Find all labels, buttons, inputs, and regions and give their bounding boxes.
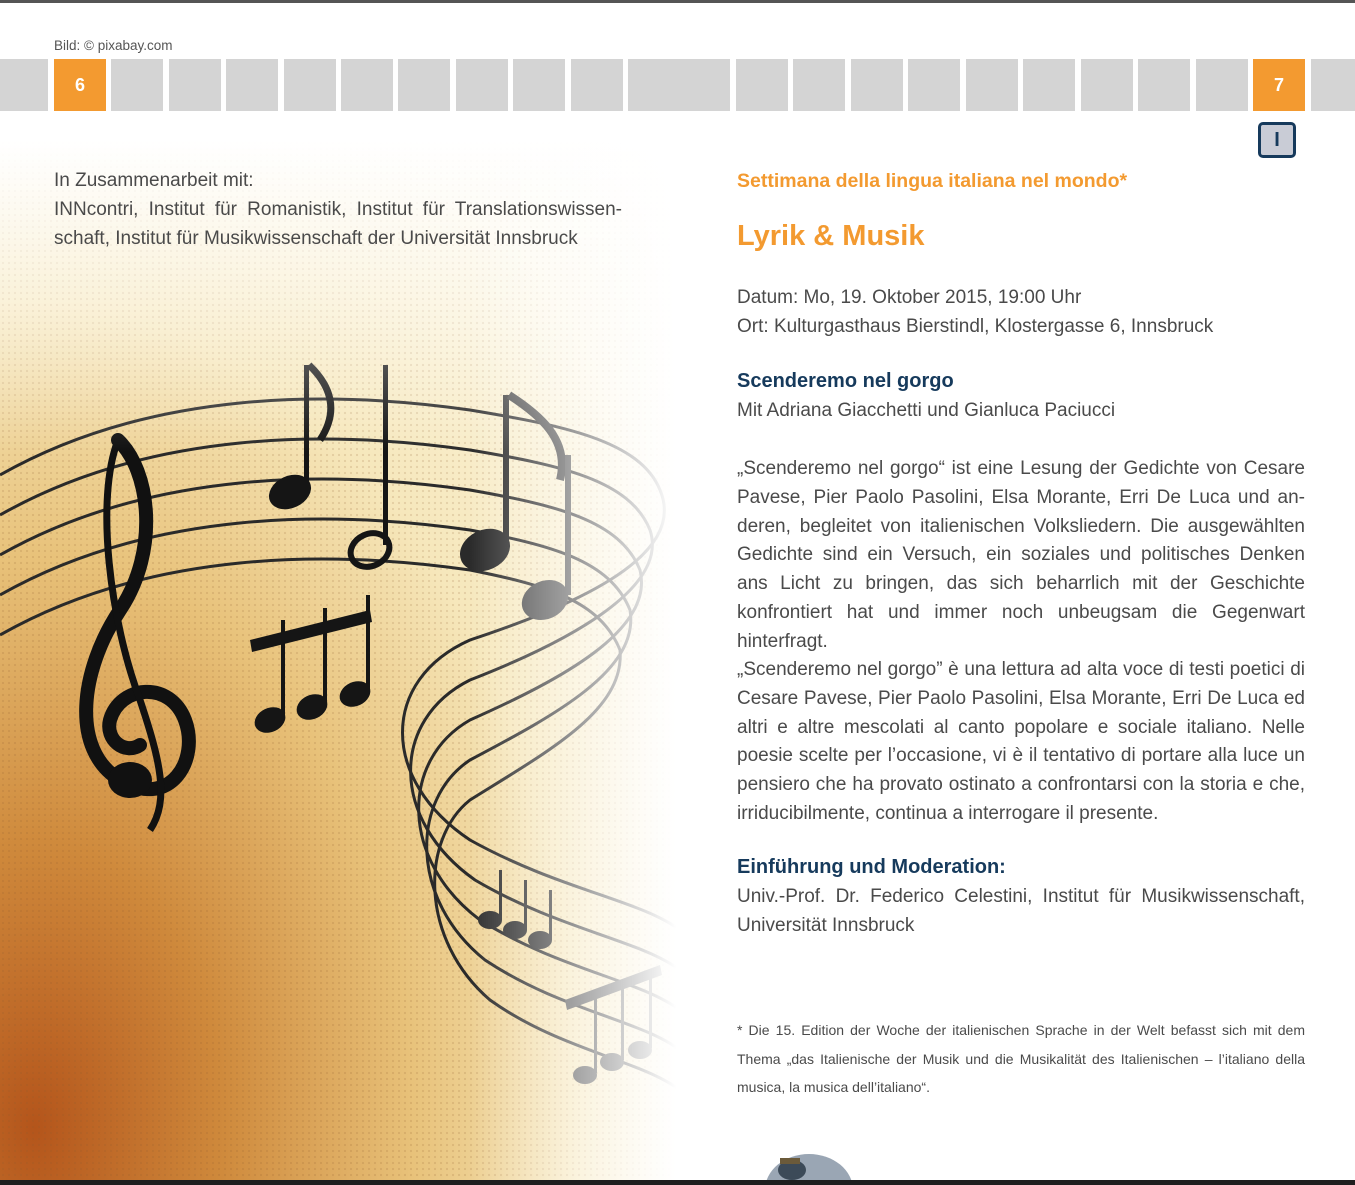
page-bar-segment [1138, 59, 1190, 111]
page-bar-segment [398, 59, 450, 111]
page-bar-segment [851, 59, 903, 111]
page-bar-segment [908, 59, 960, 111]
page-bar-segment [1311, 59, 1355, 111]
page-bar-segment [0, 59, 48, 111]
event-location: Ort: Kulturgasthaus Bierstindl, Klostergasse 6, Innsbruck [737, 316, 1214, 337]
page-bar-segment [284, 59, 336, 111]
page-bar-segment [736, 59, 788, 111]
page-number-left[interactable]: 6 [54, 59, 106, 111]
event-title: Lyrik & Musik [737, 220, 925, 252]
page-bar-segment [226, 59, 278, 111]
page-bar-segment [111, 59, 163, 111]
partial-logo-image [762, 1150, 856, 1180]
description-german [737, 455, 1305, 657]
bottom-rule [0, 1180, 1355, 1185]
program-block [737, 370, 1305, 426]
page-bar-segment [628, 59, 730, 111]
chapter-marker: I [1258, 122, 1296, 158]
page-bar-segment [966, 59, 1018, 111]
page-bar-segment [1023, 59, 1075, 111]
page-bar-segment [341, 59, 393, 111]
top-rule [0, 0, 1355, 3]
collab-label: In Zusammenarbeit mit: [54, 170, 254, 191]
page-bar-segment [456, 59, 508, 111]
description-it: „Scenderemo nel gorgo” è una lettura ad alta voce di testi poetici di Cesare Pavese, Pier Paolo Pasolini, Elsa Morante, Erri De Luca ed altri e altre mescolati al canto popolare e sociale italiano. Nelle poesie scelte per l’occasione, vi è il tentativo di portare alla luce un pensiero che ha provato ostinato a confrontarsi con la storia e che, irriducibilmente, continua a interrogare il presente. [737, 659, 1305, 824]
footnote: * Die 15. Edition der Woche der italienischen Sprache in der Welt befasst sich mit dem Thema „das Italienische der Musik und die Musikalität des Italienischen – l’italiano della musica, la musica dell’italiano“. [737, 1022, 1305, 1095]
page-navigation-bar [0, 59, 1355, 111]
program-performers: Mit Adriana Giacchetti und Gianluca Paciucci [737, 400, 1116, 421]
description-italian [737, 656, 1305, 829]
moderation-person: Univ.-Prof. Dr. Federico Celestini, Institut für Musikwissenschaft, Universität Innsbruck [737, 886, 1305, 936]
event-meta [737, 283, 1213, 341]
page-bar-segment [1081, 59, 1133, 111]
description-de: „Scenderemo nel gorgo“ ist eine Lesung der Gedichte von Cesare Pavese, Pier Paolo Pasolini, Elsa Morante, Erri De Luca und anderen, begleitet von italienischen Volksliedern. Die ausgewählten Gedichte sind ein Versuch, ein soziales und politisches Denken ans Licht zu bringen, das sich beharrlich mit der Geschichte konfrontiert hat und immer noch unbeugsam die Gegenwart hinterfragt. [737, 458, 1305, 652]
collab-partners: INNcontri, Institut für Romanistik, Institut für Translationswissenschaft, Institut für Musikwissenschaft der Universität Innsbruck [54, 199, 622, 249]
page-bar-segment [793, 59, 845, 111]
page-bar-segment [571, 59, 623, 111]
page-number-right[interactable]: 7 [1253, 59, 1305, 111]
page-bar-segment [1196, 59, 1248, 111]
music-notes-staff-icon [0, 140, 690, 1180]
image-credit: Bild: © pixabay.com [54, 38, 173, 53]
collaboration-block [54, 166, 622, 253]
program-title: Scenderemo nel gorgo [737, 370, 954, 392]
page-bar-segment [513, 59, 565, 111]
event-date: Datum: Mo, 19. Oktober 2015, 19:00 Uhr [737, 287, 1082, 308]
page-bar-segment [169, 59, 221, 111]
moderation-heading: Einführung und Moderation: [737, 856, 1006, 878]
event-series: Settimana della lingua italiana nel mondo* [737, 170, 1128, 192]
moderation-block [737, 856, 1305, 941]
